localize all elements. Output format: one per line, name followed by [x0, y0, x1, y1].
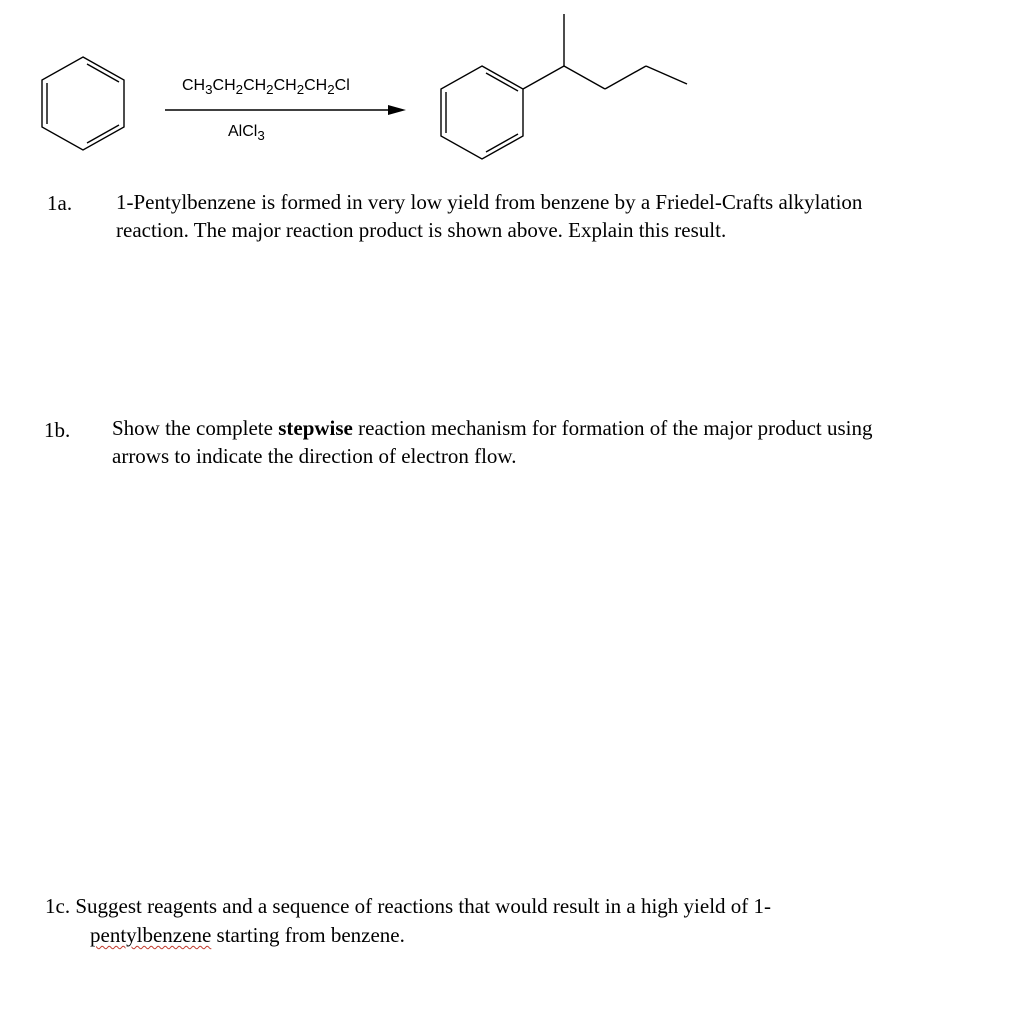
emphasis-stepwise: stepwise	[278, 416, 353, 440]
reaction-arrow-icon	[165, 105, 406, 115]
question-1a-number: 1a.	[47, 191, 73, 215]
reagent-below-arrow: AlCl$_3$	[228, 123, 265, 144]
question-1c-line-1: 1c. Suggest reagents and a sequence of reactions that would result in a high yield of 1-	[45, 894, 772, 918]
question-1c-line-2: pentylbenzene starting from benzene.	[90, 923, 405, 947]
reaction-scheme	[0, 0, 1024, 180]
question-1a-text: 1-Pentylbenzene is formed in very low yield from benzene by a Friedel-Crafts alkylation reaction. The major reaction product is shown above. Explain this result.	[116, 190, 863, 242]
benzene-icon	[42, 57, 124, 150]
question-1b-number: 1b.	[44, 418, 71, 442]
reagent-above-arrow: $CH_3CH_2CH_2CH_2CH_2Cl$	[182, 77, 350, 98]
spellcheck-flagged-word: pentylbenzene	[90, 923, 212, 947]
question-1b-text: Show the complete stepwise reaction mechanism for formation of the major product using arrows to indicate the direction of electron flow.	[112, 416, 873, 468]
2-phenylpentane-icon	[441, 14, 687, 159]
